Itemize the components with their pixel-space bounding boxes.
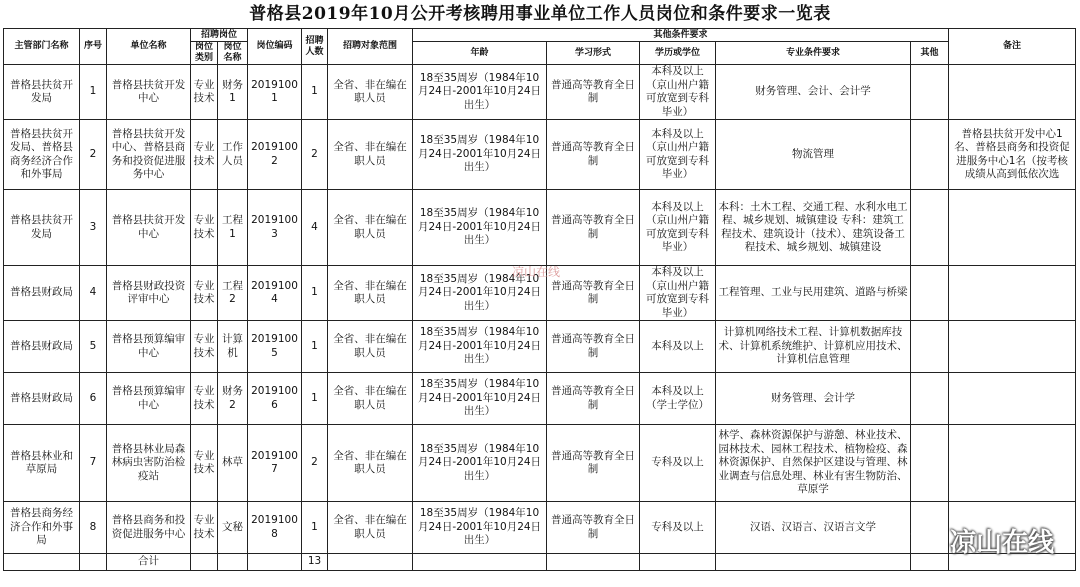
cell-note: [949, 266, 1076, 321]
cell-unit: 普格县财政投资评审中心: [107, 266, 191, 321]
cell-count: 1: [302, 321, 328, 373]
cell-other: [911, 266, 949, 321]
cell-note: [949, 190, 1076, 266]
cell-count: 2: [302, 120, 328, 190]
header-major: 专业条件要求: [716, 42, 911, 65]
cell-seq: 7: [80, 425, 107, 502]
cell-scope: 全省、非在编在职人员: [328, 266, 413, 321]
cell-age: 18至35周岁（1984年10月24日-2001年10月24日出生）: [413, 425, 547, 502]
cell-study: 普通高等教育全日制: [547, 502, 640, 554]
table-row: [4, 120, 1076, 190]
cell-scope: 全省、非在编在职人员: [328, 190, 413, 266]
total-label: 合计: [107, 554, 191, 571]
cell-major: 财务管理、会计、会计学: [716, 65, 911, 120]
cell-seq: 2: [80, 120, 107, 190]
table-title: 普格县2019年10月公开考核聘用事业单位工作人员岗位和条件要求一览表: [249, 4, 831, 24]
header-note: 备注: [949, 29, 1076, 65]
header-post-type: 岗位类别: [191, 42, 218, 65]
cell-study: 普通高等教育全日制: [547, 190, 640, 266]
header-dept: 主管部门名称: [4, 29, 80, 65]
total-empty-code: [248, 554, 302, 571]
cell-post-name: 文秘: [218, 502, 248, 554]
header-row-1: [4, 29, 1076, 42]
table-row: [4, 65, 1076, 120]
cell-unit: 普格县预算编审中心: [107, 373, 191, 425]
cell-degree: 本科及以上（京山州户籍可放宽到专科毕业）: [640, 65, 716, 120]
header-degree: 学历或学位: [640, 42, 716, 65]
cell-scope: 全省、非在编在职人员: [328, 321, 413, 373]
cell-note: [949, 373, 1076, 425]
table-row: [4, 373, 1076, 425]
cell-note: 普格县扶贫开发中心1名、普格县商务和投资促进服务中心1名（按考核成绩从高到低依次选: [949, 120, 1076, 190]
cell-age: 18至35周岁（1984年10月24日-2001年10月24日出生）: [413, 502, 547, 554]
cell-note: [949, 65, 1076, 120]
cell-age: 18至35周岁（1984年10月24日-2001年10月24日出生）: [413, 321, 547, 373]
cell-study: 普通高等教育全日制: [547, 321, 640, 373]
cell-age: 18至35周岁（1984年10月24日-2001年10月24日出生）: [413, 65, 547, 120]
cell-count: 1: [302, 502, 328, 554]
cell-count: 2: [302, 425, 328, 502]
wechat-icon: [910, 522, 944, 559]
total-empty-degree: [640, 554, 716, 571]
cell-post-type: 专业技术: [191, 502, 218, 554]
cell-post-code: 20191005: [248, 321, 302, 373]
cell-post-code: 20191002: [248, 120, 302, 190]
cell-dept: 普格县扶贫开发局: [4, 65, 80, 120]
cell-post-type: 专业技术: [191, 373, 218, 425]
total-empty-scope: [328, 554, 413, 571]
cell-scope: 全省、非在编在职人员: [328, 65, 413, 120]
cell-unit: 普格县林业局森林病虫害防治检疫站: [107, 425, 191, 502]
cell-degree: 本科及以上: [640, 321, 716, 373]
cell-post-name: 工作人员: [218, 120, 248, 190]
cell-post-code: 20191008: [248, 502, 302, 554]
cell-seq: 1: [80, 65, 107, 120]
header-post-name: 岗位名称: [218, 42, 248, 65]
cell-unit: 普格县商务和投资促进服务中心: [107, 502, 191, 554]
cell-major: 财务管理、会计学: [716, 373, 911, 425]
cell-count: 1: [302, 266, 328, 321]
header-unit: 单位名称: [107, 29, 191, 65]
watermark-logo-text: 凉山在线: [949, 528, 1054, 558]
watermark-text: 凉山在线: [512, 265, 561, 279]
total-empty-type: [191, 554, 218, 571]
header-post-group: 招聘岗位: [191, 29, 248, 42]
cell-scope: 全省、非在编在职人员: [328, 120, 413, 190]
cell-age: 18至35周岁（1984年10月24日-2001年10月24日出生）: [413, 190, 547, 266]
cell-degree: 本科及以上（学士学位）: [640, 373, 716, 425]
cell-degree: 本科及以上（京山州户籍可放宽到专科毕业）: [640, 190, 716, 266]
cell-degree: 本科及以上（京山州户籍可放宽到专科毕业）: [640, 120, 716, 190]
cell-post-type: 专业技术: [191, 425, 218, 502]
cell-other: [911, 190, 949, 266]
header-age: 年龄: [413, 42, 547, 65]
cell-unit: 普格县扶贫开发中心: [107, 190, 191, 266]
cell-major: 本科：土木工程、交通工程、水利水电工程、城乡规划、城镇建设 专科：建筑工程技术、建筑设计（技术）、建筑设备工程技术、城乡规划、城镇建设: [716, 190, 911, 266]
cell-post-name: 财务2: [218, 373, 248, 425]
cell-degree: 专科及以上: [640, 502, 716, 554]
recruitment-table: [3, 28, 1076, 571]
cell-post-name: 计算机: [218, 321, 248, 373]
cell-dept: 普格县商务经济合作和外事局: [4, 502, 80, 554]
cell-scope: 全省、非在编在职人员: [328, 373, 413, 425]
cell-dept: 普格县扶贫开发局: [4, 190, 80, 266]
cell-note: [949, 321, 1076, 373]
table-row: [4, 425, 1076, 502]
cell-age: 18至35周岁（1984年10月24日-2001年10月24日出生）: [413, 266, 547, 321]
cell-seq: 6: [80, 373, 107, 425]
cell-study: 普通高等教育全日制: [547, 120, 640, 190]
cell-post-name: 工程1: [218, 190, 248, 266]
total-empty-name: [218, 554, 248, 571]
cell-count: 4: [302, 190, 328, 266]
watermark-logo: [910, 522, 1054, 559]
cell-degree: 专科及以上: [640, 425, 716, 502]
header-other-group: 其他条件要求: [413, 29, 949, 42]
cell-study: 普通高等教育全日制: [547, 425, 640, 502]
cell-degree: 本科及以上（京山州户籍可放宽到专科毕业）: [640, 266, 716, 321]
cell-post-type: 专业技术: [191, 65, 218, 120]
cell-major: 物流管理: [716, 120, 911, 190]
cell-study: 普通高等教育全日制: [547, 266, 640, 321]
table-row: [4, 321, 1076, 373]
cell-major: 计算机网络技术工程、计算机数据库技术、计算机系统维护、计算机应用技术、计算机信息管理: [716, 321, 911, 373]
cell-other: [911, 65, 949, 120]
header-seq: 序号: [80, 29, 107, 65]
cell-post-code: 20191006: [248, 373, 302, 425]
cell-count: 1: [302, 373, 328, 425]
cell-other: [911, 321, 949, 373]
cell-post-code: 20191004: [248, 266, 302, 321]
cell-study: 普通高等教育全日制: [547, 65, 640, 120]
cell-note: [949, 425, 1076, 502]
cell-study: 普通高等教育全日制: [547, 373, 640, 425]
table-row: [4, 190, 1076, 266]
cell-major: 工程管理、工业与民用建筑、道路与桥梁: [716, 266, 911, 321]
total-empty-study: [547, 554, 640, 571]
header-scope: 招聘对象范围: [328, 29, 413, 65]
cell-seq: 5: [80, 321, 107, 373]
cell-other: [911, 425, 949, 502]
cell-post-type: 专业技术: [191, 120, 218, 190]
cell-post-code: 20191003: [248, 190, 302, 266]
header-count: 招聘人数: [302, 29, 328, 65]
cell-dept: 普格县扶贫开发局、普格县商务经济合作和外事局: [4, 120, 80, 190]
cell-post-code: 20191001: [248, 65, 302, 120]
header-other: 其他: [911, 42, 949, 65]
cell-major: 林学、森林资源保护与游憩、林业技术、园林技术、园林工程技术、植物检疫、森林资源保护、自然保护区建设与管理、林业调查与信息处理、林业有害生物防治、草原学: [716, 425, 911, 502]
total-count: 13: [302, 554, 328, 571]
cell-seq: 8: [80, 502, 107, 554]
total-empty-dept: [4, 554, 80, 571]
cell-age: 18至35周岁（1984年10月24日-2001年10月24日出生）: [413, 120, 547, 190]
cell-post-code: 20191007: [248, 425, 302, 502]
cell-major: 汉语、汉语言、汉语言文学: [716, 502, 911, 554]
total-empty-major: [716, 554, 911, 571]
cell-dept: 普格县财政局: [4, 321, 80, 373]
cell-unit: 普格县扶贫开发中心: [107, 65, 191, 120]
cell-scope: 全省、非在编在职人员: [328, 502, 413, 554]
cell-seq: 3: [80, 190, 107, 266]
cell-dept: 普格县林业和草原局: [4, 425, 80, 502]
cell-scope: 全省、非在编在职人员: [328, 425, 413, 502]
cell-other: [911, 373, 949, 425]
table-body: [4, 65, 1076, 554]
cell-dept: 普格县财政局: [4, 373, 80, 425]
cell-post-type: 专业技术: [191, 190, 218, 266]
cell-unit: 普格县预算编审中心: [107, 321, 191, 373]
cell-post-type: 专业技术: [191, 266, 218, 321]
total-empty-seq: [80, 554, 107, 571]
total-empty-age: [413, 554, 547, 571]
cell-seq: 4: [80, 266, 107, 321]
cell-unit: 普格县扶贫开发中心、普格县商务和投资促进服务中心: [107, 120, 191, 190]
cell-age: 18至35周岁（1984年10月24日-2001年10月24日出生）: [413, 373, 547, 425]
cell-post-name: 林草: [218, 425, 248, 502]
cell-post-name: 财务1: [218, 65, 248, 120]
cell-post-name: 工程2: [218, 266, 248, 321]
cell-post-type: 专业技术: [191, 321, 218, 373]
cell-other: [911, 120, 949, 190]
header-study: 学习形式: [547, 42, 640, 65]
cell-count: 1: [302, 65, 328, 120]
cell-dept: 普格县财政局: [4, 266, 80, 321]
header-post-code: 岗位编码: [248, 29, 302, 65]
